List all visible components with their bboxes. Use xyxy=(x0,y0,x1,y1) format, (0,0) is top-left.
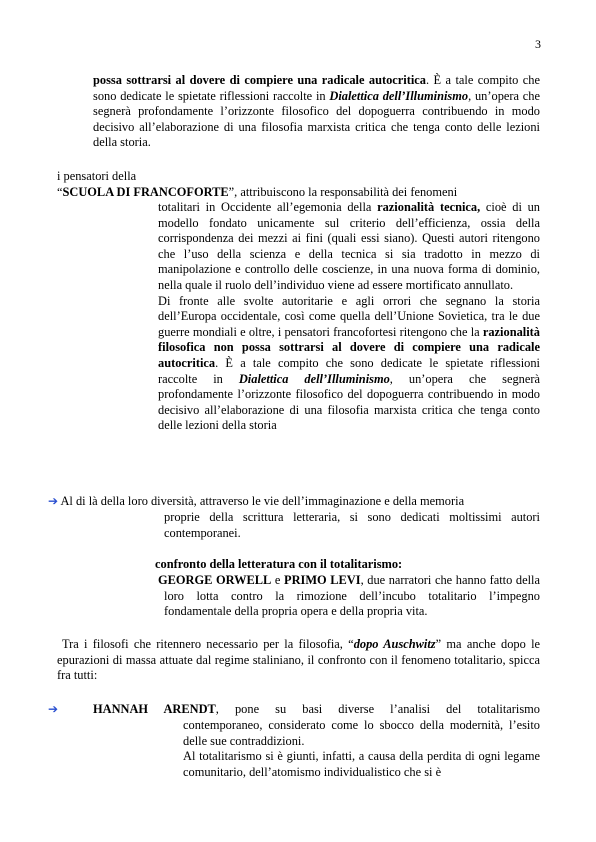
intro-line: i pensatori della xyxy=(57,169,137,183)
technical-rationality: razionalità tecnica, xyxy=(377,200,481,214)
author-arendt: HANNAH ARENDT xyxy=(93,702,216,716)
arendt-paragraph-2: Al totalitarismo si è giunti, infatti, a causa della perdita di ogni legame comunitario, dell’atomismo individualistico che si è xyxy=(183,749,540,779)
author-levi: PRIMO LEVI xyxy=(284,573,361,587)
authors-paragraph: GEORGE ORWELL e PRIMO LEVI, due narratori che hanno fatto della loro lotta contro la rimozione dell’incubo totalitario l’impegno fondamentale della propria opera e della propria vita. xyxy=(158,573,540,619)
bold-phrase: possa sottrarsi al dovere di compiere una radicale autocritica xyxy=(93,73,426,87)
book-title: Dialettica dell’Illuminismo xyxy=(329,88,469,103)
philosophers-paragraph: Tra i filosofi che ritennero necessario per la filosofia, “dopo Auschwitz” ma anche dopo le epurazioni di massa attuate dal regime staliniano, il confronto con il fenomeno totalitario, spicca fra tutti: xyxy=(57,637,541,683)
frankfurt-body: totalitari in Occidente all’egemonia della razionalità tecnica, cioè di un modello fondato unicamente sul criterio dell’efficienza, ossia della corrispondenza dei mezzi ai fini (quali essi siano). Questi autori ritengono che l’uso della scienza e della tecnica si sia tradotto in mezzo di manipolazione e controllo delle coscienze, in una nuova forma di dominio, nella quale il ruolo dell’individuo viene ad essere mortificato annullato. Di fronte alle svolte autoritarie e agli orrori che segnano la storia dell’Europa occidentale, così come quella dell’Unione Sovietica, tra le due guerre mondiali e oltre, i pensatori francofortesi ritengono che la razionalità filosofica non possa sottrarsi al dovere di compiere una radicale autocritica. È a tale compito che sono dedicate le spietate riflessioni raccolte in Dialettica dell’Illuminismo, un’opera che segnerà profondamente l’orizzonte filosofico del dopoguerra contribuendo in modo decisivo all’elaborazione di una filosofia marxista critica che tenga conto delle lezioni della storia xyxy=(158,200,540,433)
frankfurt-intro xyxy=(57,169,540,200)
arendt-body: contemporaneo, considerato come lo sbocco della modernità, l’esito delle sue contraddizioni. Al totalitarismo si è giunti, infatti, a causa della perdita di ogni legame comunitario, dell’atomismo individualistico che si è xyxy=(183,718,540,779)
opening-paragraph: possa sottrarsi al dovere di compiere una radicale autocritica. È a tale compito che sono dedicate le spietate riflessioni raccolte in Dialettica dell’Illuminismo, un’opera che segnerà profondamente l’orizzonte filosofico del dopoguerra contribuendo in modo decisivo all’elaborazione di una filosofia marxista critica che tenga conto delle lezioni della storia. xyxy=(93,73,540,150)
arendt-first-line: ➔ HANNAH ARENDT, pone su basi diverse l’analisi del totalitarismo xyxy=(48,702,540,716)
school-name: SCUOLA DI FRANCOFORTE xyxy=(62,184,229,199)
arrow-right-icon: ➔ xyxy=(48,494,59,508)
school-line: “SCUOLA DI FRANCOFORTE”, attribuiscono la responsabilità dei fenomeni xyxy=(57,184,458,199)
arrow-right-icon-2: ➔ xyxy=(48,702,59,716)
page-number: 3 xyxy=(535,37,541,51)
author-orwell: GEORGE ORWELL xyxy=(158,573,272,587)
after-auschwitz: dopo Auschwitz xyxy=(353,637,436,651)
literature-cont: proprie della scrittura letteraria, si sono dedicati moltissimi autori contemporanei. xyxy=(164,510,540,540)
literature-first-line: ➔ Al di là della loro diversità, attraverso le vie dell’immaginazione e della memoria xyxy=(48,494,465,508)
book-title-2: Dialettica dell’Illuminismo xyxy=(238,371,390,386)
literature-heading: confronto della letteratura con il totalitarismo: xyxy=(155,557,403,571)
frankfurt-paragraph-2: Di fronte alle svolte autoritarie e agli orrori che segnano la storia dell’Europa occidentale, così come quella dell’Unione Sovietica, tra le due guerre mondiali e oltre, i pensatori francofortesi ritengono che la razionalità filosofica non possa sottrarsi al dovere di compiere una radicale autocritica. È a tale compito che sono dedicate le spietate riflessioni raccolte in Dialettica dell’Illuminismo, un’opera che segnerà profondamente l’orizzonte filosofico del dopoguerra contribuendo in modo decisivo all’elaborazione di una filosofia marxista critica che tenga conto delle lezioni della storia xyxy=(158,293,540,433)
